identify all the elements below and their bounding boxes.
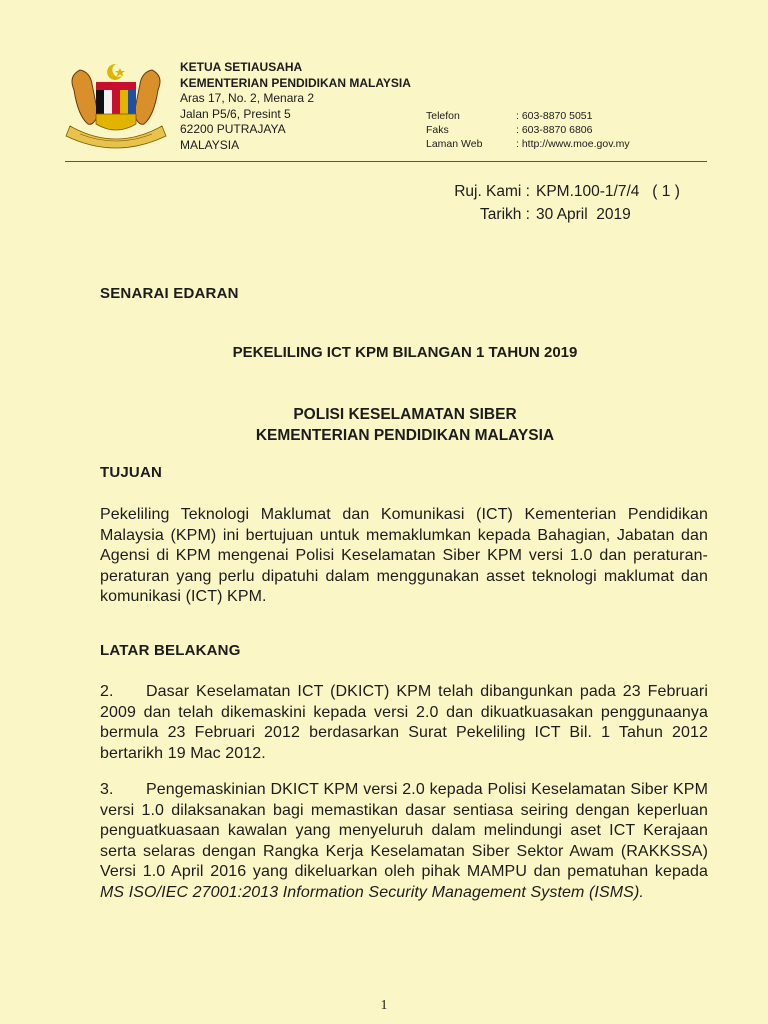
document-title-line2: KEMENTERIAN PENDIDIKAN MALAYSIA [255, 427, 555, 444]
header-divider [65, 161, 707, 162]
page-number: 1 [380, 998, 388, 1013]
paragraph-number: 2. [100, 683, 114, 700]
circular-heading: PEKELILING ICT KPM BILANGAN 1 TAHUN 2019 [232, 344, 578, 361]
paragraph-2 [100, 682, 708, 764]
document-title-line1: POLISI KESELAMATAN SIBER [293, 406, 517, 423]
ministry-name: KEMENTERIAN PENDIDIKAN MALAYSIA [180, 75, 411, 90]
contact-fax [426, 123, 630, 137]
contact-value: : 603-8870 6806 [516, 124, 593, 136]
contact-details [426, 109, 630, 151]
paragraph-italic-text: MS ISO/IEC 27001:2013 Information Security Management System (ISMS). [100, 883, 644, 901]
paragraph-number: 3. [100, 781, 114, 798]
sender-title: KETUA SETIAUSAHA [180, 60, 303, 74]
coat-of-arms-icon [60, 60, 172, 150]
address-line: MALAYSIA [180, 137, 240, 152]
ref-value: KPM.100-1/7/4 ( 1 ) [536, 183, 680, 200]
sender-address [180, 60, 411, 153]
paragraph-text: Dasar Keselamatan ICT (DKICT) KPM telah dibangunkan pada 23 Februari 2009 dan telah dikemaskini kepada versi 2.0 dan dikuatkuasakan penggunaanya bermula 23 Februari 2012 berdasarkan Surat Pekeliling ICT Bil. 1 Tahun 2012 bertarikh 19 Mac 2012. [100, 683, 708, 762]
contact-web [426, 137, 630, 151]
ref-label: Ruj. Kami : [454, 183, 530, 200]
date-value: 30 April 2019 [536, 206, 631, 223]
contact-label: Laman Web [426, 138, 483, 150]
contact-value: : 603-8870 5051 [516, 110, 593, 122]
address-line: 62200 PUTRAJAYA [180, 122, 286, 136]
reference-block [430, 180, 680, 226]
paragraph-purpose: Pekeliling Teknologi Maklumat dan Komunikasi (ICT) Kementerian Pendidikan Malaysia (KPM) ini bertujuan untuk memaklumkan kepada Bahagian, Jabatan dan Agensi di KPM mengenai Polisi Keselamatan Siber KPM versi 1.0 dan peraturan-peraturan yang perlu dipatuhi dalam menggunakan asset teknologi maklumat dan komunikasi (ICT) KPM. [100, 506, 708, 605]
contact-label: Faks [426, 124, 449, 136]
paragraph-3 [100, 780, 708, 903]
circulation-heading: SENARAI EDARAN [100, 285, 239, 302]
contact-value: : http://www.moe.gov.my [516, 138, 630, 150]
address-line: Jalan P5/6, Presint 5 [180, 106, 291, 121]
contact-label: Telefon [426, 110, 460, 122]
paragraph-text: Pengemaskinian DKICT KPM versi 2.0 kepada Polisi Keselamatan Siber KPM versi 1.0 dilaksanakan bagi memastikan dasar sentiasa seiring dengan keperluan penguatkuasaan kawalan yang menyeluruh dalam melindungi aset ICT Kerajaan serta selaras dengan Rangka Kerja Keselamatan Siber Sektor Awam (RAKKSSA) Versi 1.0 April 2016 yang dikeluarkan oleh pihak MAMPU dan pematuhan kepada [100, 781, 708, 880]
date-label: Tarikh : [480, 206, 530, 223]
address-line: Aras 17, No. 2, Menara 2 [180, 91, 315, 105]
purpose-heading: TUJUAN [100, 464, 163, 481]
background-heading: LATAR BELAKANG [100, 642, 241, 659]
contact-phone [426, 109, 630, 123]
